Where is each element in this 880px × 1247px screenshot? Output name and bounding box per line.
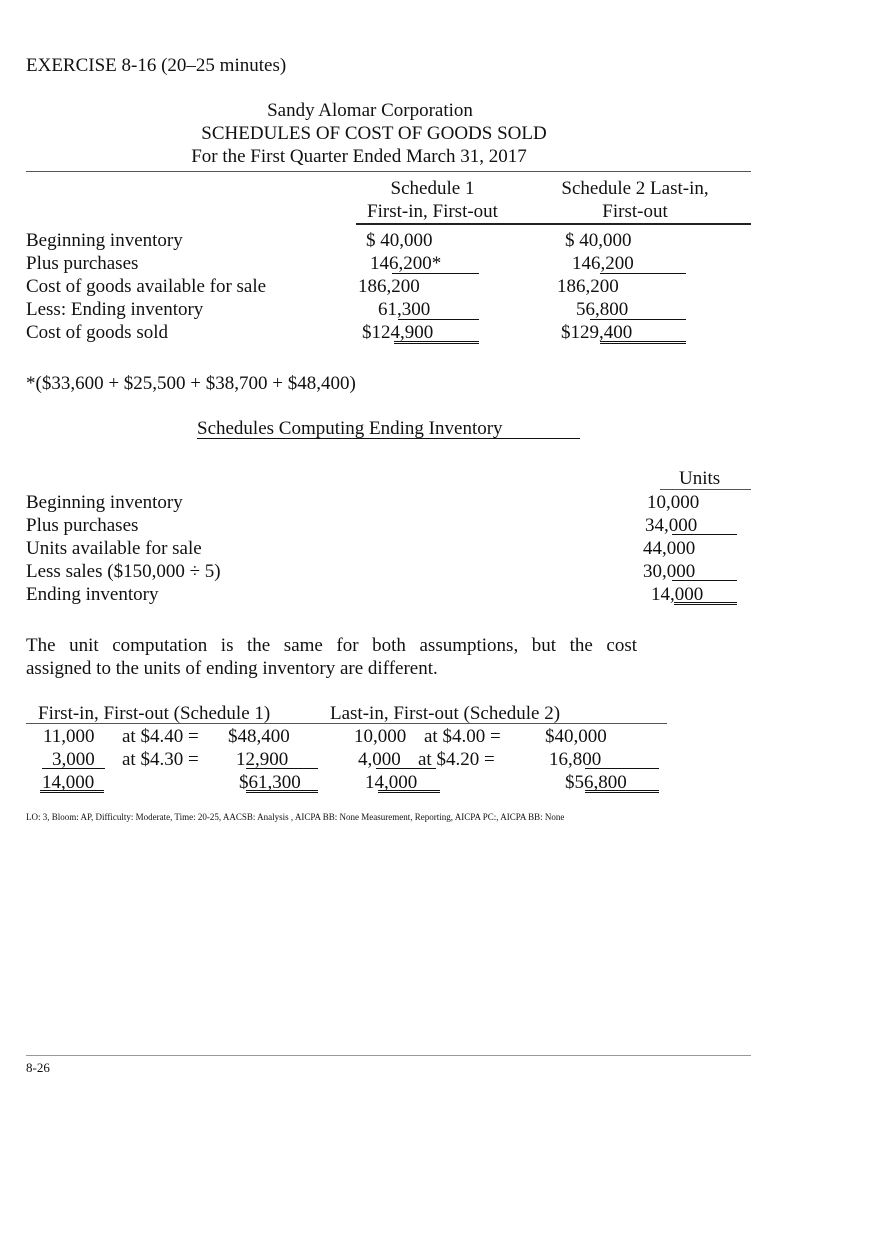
lifo-cost: 16,800 — [549, 749, 602, 770]
lifo-units: 4,000 — [358, 749, 401, 770]
col1-header-line2: First-in, First-out — [367, 201, 498, 222]
fifo-cost: 12,900 — [236, 749, 289, 770]
units-value: 34,000 — [645, 515, 698, 536]
fifo-header: First-in, First-out (Schedule 1) — [38, 703, 271, 724]
cogs-s2-value: $ 40,000 — [565, 230, 632, 251]
cogs-s2-value: 146,200 — [572, 253, 634, 274]
underline — [398, 319, 479, 320]
fifo-rate: at $4.40 = — [122, 726, 199, 747]
double-underline — [394, 341, 479, 344]
underline — [246, 768, 318, 769]
cogs-label: Plus purchases — [26, 253, 139, 274]
double-underline — [600, 341, 686, 344]
cogs-label: Beginning inventory — [26, 230, 183, 251]
period-title: For the First Quarter Ended March 31, 2017 — [191, 146, 527, 167]
cogs-s2-value: $129,400 — [561, 322, 633, 343]
title-underline — [197, 438, 580, 439]
fifo-cost: $61,300 — [239, 772, 301, 793]
fifo-rate: at $4.30 = — [122, 749, 199, 770]
fifo-units: 3,000 — [52, 749, 95, 770]
cogs-label: Less: Ending inventory — [26, 299, 204, 320]
units-label: Less sales ($150,000 ÷ 5) — [26, 561, 221, 582]
underline — [392, 273, 479, 274]
underline — [590, 319, 686, 320]
double-underline — [378, 790, 440, 793]
explanation-line2: assigned to the units of ending inventory are different. — [26, 658, 438, 679]
underline — [376, 768, 436, 769]
underline — [600, 273, 686, 274]
units-label: Beginning inventory — [26, 492, 183, 513]
cogs-s1-value: 186,200 — [358, 276, 420, 297]
underline — [585, 768, 659, 769]
fifo-cost: $48,400 — [228, 726, 290, 747]
comparison-header-rule — [26, 723, 667, 724]
cogs-s1-value: $124,900 — [362, 322, 434, 343]
underline — [42, 768, 105, 769]
units-value: 10,000 — [647, 492, 700, 513]
ending-inventory-title: Schedules Computing Ending Inventory — [197, 418, 503, 439]
double-underline — [40, 790, 104, 793]
learning-objective-note: LO: 3, Bloom: AP, Difficulty: Moderate, Time: 20-25, AACSB: Analysis , AICPA BB: None Measurement, Reporting, AICPA PC:, AICPA BB: None — [26, 812, 565, 822]
lifo-cost: $56,800 — [565, 772, 627, 793]
lifo-rate: at $4.00 = — [424, 726, 501, 747]
lifo-rate: at $4.20 = — [418, 749, 495, 770]
cogs-label: Cost of goods available for sale — [26, 276, 267, 297]
lifo-units: 10,000 — [354, 726, 407, 747]
underline — [672, 580, 737, 581]
exercise-title: EXERCISE 8-16 (20–25 minutes) — [26, 55, 287, 76]
cogs-label: Cost of goods sold — [26, 322, 168, 343]
col1-header-line1: Schedule 1 — [390, 178, 475, 199]
company-name: Sandy Alomar Corporation — [267, 100, 473, 121]
fifo-units: 14,000 — [42, 772, 95, 793]
explanation-line1: The unit computation is the same for both assumptions, but the cost — [26, 635, 637, 656]
footer-rule — [26, 1055, 751, 1056]
fifo-units: 11,000 — [43, 726, 95, 747]
units-value: 30,000 — [643, 561, 696, 582]
units-value: 44,000 — [643, 538, 696, 559]
lifo-units: 14,000 — [365, 772, 418, 793]
cogs-s1-value: 146,200* — [370, 253, 442, 274]
units-header-rule — [660, 489, 751, 490]
header-rule — [26, 171, 751, 172]
cogs-s2-value: 186,200 — [557, 276, 619, 297]
double-underline — [585, 790, 659, 793]
purchases-footnote: *($33,600 + $25,500 + $38,700 + $48,400) — [26, 373, 356, 394]
units-label: Ending inventory — [26, 584, 159, 605]
col2-header-line1: Schedule 2 Last-in, — [561, 178, 709, 199]
cogs-s1-value: 61,300 — [378, 299, 431, 320]
schedule-title: SCHEDULES OF COST OF GOODS SOLD — [201, 123, 547, 144]
units-value: 14,000 — [651, 584, 704, 605]
double-underline — [674, 602, 737, 605]
units-label: Units available for sale — [26, 538, 202, 559]
cogs-s2-value: 56,800 — [576, 299, 629, 320]
cogs-s1-value: $ 40,000 — [366, 230, 433, 251]
units-header: Units — [679, 468, 721, 489]
col2-header-line2: First-out — [602, 201, 668, 222]
double-underline — [246, 790, 318, 793]
col-header-rule — [356, 223, 751, 225]
units-label: Plus purchases — [26, 515, 139, 536]
page-number: 8-26 — [26, 1060, 50, 1075]
lifo-cost: $40,000 — [545, 726, 607, 747]
lifo-header: Last-in, First-out (Schedule 2) — [330, 703, 561, 724]
underline — [672, 534, 737, 535]
